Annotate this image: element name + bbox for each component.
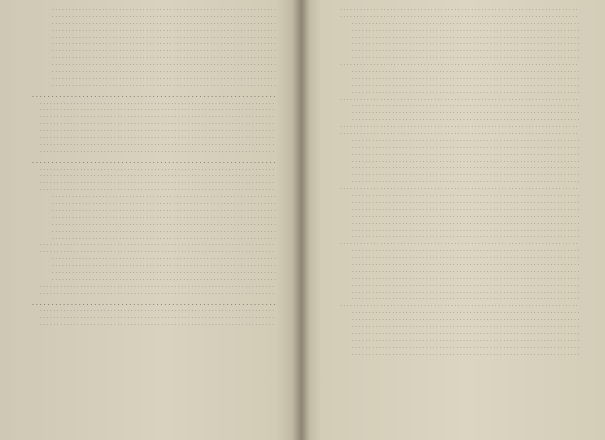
toc-entry-title bbox=[352, 289, 579, 296]
toc-entry bbox=[16, 113, 290, 120]
toc-entry bbox=[16, 241, 290, 248]
toc-entry-title bbox=[52, 221, 276, 228]
toc-entry bbox=[316, 151, 593, 158]
toc-entry-title bbox=[352, 275, 579, 282]
toc-entry bbox=[316, 109, 593, 116]
toc-entry bbox=[16, 27, 290, 34]
toc-entry bbox=[16, 307, 290, 314]
toc-entry bbox=[316, 261, 593, 268]
toc-entry bbox=[316, 20, 593, 27]
toc-entry bbox=[16, 207, 290, 214]
toc-entry bbox=[316, 164, 593, 171]
toc-entry-title bbox=[340, 13, 579, 20]
toc-entry-title bbox=[352, 330, 579, 337]
toc-entry bbox=[316, 344, 593, 351]
toc-entry-title bbox=[352, 233, 579, 240]
toc-entry-title bbox=[52, 276, 276, 283]
toc-entry bbox=[316, 254, 593, 261]
toc-entry bbox=[16, 6, 290, 13]
toc-entry bbox=[16, 34, 290, 41]
toc-entry bbox=[16, 321, 290, 328]
toc-entry-title bbox=[352, 295, 579, 302]
toc-entry-title bbox=[352, 227, 579, 234]
toc-entry-title bbox=[52, 61, 276, 68]
toc-entry-title bbox=[352, 178, 579, 185]
toc-entry-title bbox=[40, 120, 276, 127]
toc-entry-title bbox=[52, 200, 276, 207]
toc-entry-title bbox=[52, 20, 276, 27]
toc-entry-title bbox=[52, 6, 276, 13]
toc-entry bbox=[16, 159, 290, 166]
toc-entry bbox=[316, 47, 593, 54]
toc-entry-title bbox=[40, 290, 276, 297]
toc-entry bbox=[16, 200, 290, 207]
toc-entry-title bbox=[52, 255, 276, 262]
toc-entry-title bbox=[352, 268, 579, 275]
toc-entry-title bbox=[52, 269, 276, 276]
toc-entry bbox=[16, 172, 290, 179]
toc-entry bbox=[316, 330, 593, 337]
toc-entry-title bbox=[52, 68, 276, 75]
toc-entry bbox=[16, 262, 290, 269]
toc-entry-title bbox=[352, 282, 579, 289]
toc-entry bbox=[16, 141, 290, 148]
toc-entry bbox=[316, 185, 593, 192]
toc-entry bbox=[316, 102, 593, 109]
toc-entry-title bbox=[352, 158, 579, 165]
toc-entry-title bbox=[352, 82, 579, 89]
toc-entry bbox=[16, 186, 290, 193]
toc-entry bbox=[316, 96, 593, 103]
toc-entry-title bbox=[352, 151, 579, 158]
toc-entry bbox=[16, 214, 290, 221]
toc-entry bbox=[316, 40, 593, 47]
toc-entry bbox=[16, 20, 290, 27]
toc-entry bbox=[316, 240, 593, 247]
toc-entry bbox=[16, 47, 290, 54]
toc-entry-title bbox=[352, 199, 579, 206]
toc-entry-title bbox=[40, 186, 276, 193]
toc-entry-title bbox=[352, 261, 579, 268]
toc-entry bbox=[16, 68, 290, 75]
toc-entry-title bbox=[352, 316, 579, 323]
toc-entry bbox=[16, 134, 290, 141]
toc-entry bbox=[316, 233, 593, 240]
toc-entry-title bbox=[352, 102, 579, 109]
toc-entry bbox=[316, 27, 593, 34]
toc-entry bbox=[16, 148, 290, 155]
toc-entry-title bbox=[52, 262, 276, 269]
toc-entry-title bbox=[352, 54, 579, 61]
toc-entry-title bbox=[352, 144, 579, 151]
toc-entry bbox=[316, 247, 593, 254]
toc-entry bbox=[316, 351, 593, 358]
toc-entry-title bbox=[40, 283, 276, 290]
toc-entry bbox=[316, 68, 593, 75]
toc-entry bbox=[316, 220, 593, 227]
toc-entry-title bbox=[352, 47, 579, 54]
toc-entry-title bbox=[52, 75, 276, 82]
toc-entry-title bbox=[40, 141, 276, 148]
toc-entry-title bbox=[52, 193, 276, 200]
toc-entry-title bbox=[352, 40, 579, 47]
toc-entry bbox=[16, 100, 290, 107]
toc-entry-title bbox=[52, 47, 276, 54]
toc-entry-title bbox=[352, 109, 579, 116]
toc-entry bbox=[16, 314, 290, 321]
toc-entry bbox=[316, 337, 593, 344]
toc-entry-title bbox=[52, 40, 276, 47]
toc-entry-title bbox=[352, 75, 579, 82]
toc-entry bbox=[16, 82, 290, 89]
toc-entry bbox=[316, 309, 593, 316]
toc-entry-title bbox=[340, 240, 579, 247]
toc-entry bbox=[316, 123, 593, 130]
toc-entry-title bbox=[352, 116, 579, 123]
toc-entry-title bbox=[352, 344, 579, 351]
toc-entry-title bbox=[40, 127, 276, 134]
toc-entry-title bbox=[352, 220, 579, 227]
toc-entry-title bbox=[40, 321, 276, 328]
toc-entry-title bbox=[352, 34, 579, 41]
toc-entry bbox=[316, 227, 593, 234]
toc-entry-title bbox=[352, 254, 579, 261]
toc-entry bbox=[316, 171, 593, 178]
toc-entry-title bbox=[32, 93, 276, 100]
toc-entry bbox=[16, 120, 290, 127]
toc-entry-title bbox=[352, 309, 579, 316]
toc-entry bbox=[316, 192, 593, 199]
toc-entry-title bbox=[352, 27, 579, 34]
toc-entry-title bbox=[352, 89, 579, 96]
toc-entry-title bbox=[340, 6, 579, 13]
left-page bbox=[0, 0, 300, 440]
toc-entry bbox=[16, 166, 290, 173]
toc-entry bbox=[16, 221, 290, 228]
toc-entry-title bbox=[352, 171, 579, 178]
toc-entry bbox=[16, 54, 290, 61]
toc-entry-title bbox=[352, 351, 579, 358]
toc-entry-title bbox=[340, 185, 579, 192]
toc-entry-title bbox=[40, 179, 276, 186]
toc-entry-title bbox=[352, 192, 579, 199]
toc-entry bbox=[316, 130, 593, 137]
toc-entry bbox=[16, 235, 290, 242]
toc-entry-title bbox=[52, 228, 276, 235]
toc-entry bbox=[16, 290, 290, 297]
toc-entry-title bbox=[40, 241, 276, 248]
toc-entry-title bbox=[40, 248, 276, 255]
toc-entry bbox=[316, 144, 593, 151]
toc-entry bbox=[16, 276, 290, 283]
toc-entry bbox=[16, 40, 290, 47]
toc-entry-title bbox=[52, 235, 276, 242]
toc-entry bbox=[316, 34, 593, 41]
toc-entry bbox=[316, 289, 593, 296]
toc-entry-title bbox=[52, 207, 276, 214]
toc-entry bbox=[16, 255, 290, 262]
toc-entry-title bbox=[352, 137, 579, 144]
toc-entry bbox=[316, 116, 593, 123]
toc-entry bbox=[316, 13, 593, 20]
toc-entry-title bbox=[352, 323, 579, 330]
toc-entry-title bbox=[32, 301, 276, 308]
toc-entry bbox=[16, 61, 290, 68]
toc-entry bbox=[16, 193, 290, 200]
toc-entry-title bbox=[40, 100, 276, 107]
toc-entry bbox=[16, 106, 290, 113]
toc-entry-title bbox=[352, 247, 579, 254]
toc-entry bbox=[316, 89, 593, 96]
right-table-of-contents bbox=[316, 6, 593, 357]
toc-entry-title bbox=[40, 148, 276, 155]
toc-entry bbox=[316, 282, 593, 289]
toc-entry bbox=[316, 158, 593, 165]
toc-entry-title bbox=[340, 130, 579, 137]
toc-entry bbox=[316, 137, 593, 144]
toc-entry bbox=[16, 93, 290, 100]
toc-entry-title bbox=[52, 54, 276, 61]
toc-entry bbox=[16, 248, 290, 255]
toc-entry-title bbox=[40, 134, 276, 141]
toc-entry bbox=[316, 295, 593, 302]
toc-entry bbox=[16, 179, 290, 186]
toc-entry bbox=[316, 275, 593, 282]
toc-entry bbox=[16, 75, 290, 82]
toc-entry bbox=[316, 316, 593, 323]
toc-entry-title bbox=[352, 337, 579, 344]
toc-entry-title bbox=[40, 166, 276, 173]
toc-entry bbox=[16, 13, 290, 20]
toc-entry-title bbox=[40, 113, 276, 120]
toc-entry-title bbox=[52, 13, 276, 20]
toc-entry bbox=[16, 228, 290, 235]
toc-entry-title bbox=[352, 20, 579, 27]
toc-entry bbox=[316, 61, 593, 68]
toc-entry bbox=[16, 127, 290, 134]
toc-entry bbox=[316, 75, 593, 82]
toc-entry bbox=[316, 178, 593, 185]
toc-entry bbox=[316, 213, 593, 220]
toc-entry-title bbox=[40, 172, 276, 179]
toc-entry-title bbox=[32, 159, 276, 166]
toc-entry bbox=[16, 301, 290, 308]
toc-entry bbox=[316, 6, 593, 13]
right-page bbox=[300, 0, 605, 440]
toc-entry bbox=[316, 323, 593, 330]
toc-entry-title bbox=[52, 27, 276, 34]
left-table-of-contents bbox=[16, 6, 290, 328]
toc-entry-title bbox=[340, 96, 579, 103]
toc-entry bbox=[316, 268, 593, 275]
toc-entry-title bbox=[52, 34, 276, 41]
toc-entry-title bbox=[352, 206, 579, 213]
toc-entry-title bbox=[40, 106, 276, 113]
toc-entry-title bbox=[52, 214, 276, 221]
toc-entry-title bbox=[340, 302, 579, 309]
toc-entry-title bbox=[352, 213, 579, 220]
toc-entry-title bbox=[40, 307, 276, 314]
toc-entry bbox=[16, 269, 290, 276]
toc-entry-title bbox=[40, 314, 276, 321]
toc-entry bbox=[316, 82, 593, 89]
toc-entry-title bbox=[340, 123, 579, 130]
toc-entry-title bbox=[340, 61, 579, 68]
toc-entry-title bbox=[352, 68, 579, 75]
toc-entry-title bbox=[352, 164, 579, 171]
toc-entry bbox=[316, 206, 593, 213]
toc-entry bbox=[316, 199, 593, 206]
toc-entry-title bbox=[52, 82, 276, 89]
toc-entry bbox=[16, 283, 290, 290]
toc-entry bbox=[316, 302, 593, 309]
toc-entry bbox=[316, 54, 593, 61]
